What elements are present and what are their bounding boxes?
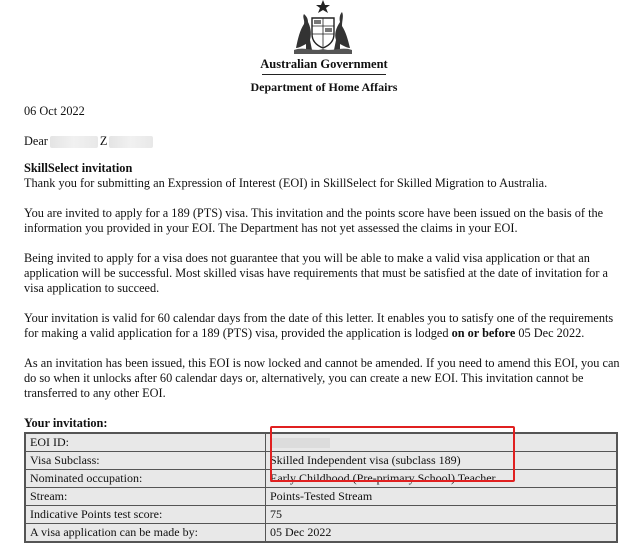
department-name: Department of Home Affairs — [250, 80, 398, 94]
paragraph-invited: You are invited to apply for a 189 (PTS) visa. This invitation and the points score have been issued on the basis of the information you provided in your EOI. The Department has not yet assessed the claims in your EOI. — [24, 206, 604, 235]
validity-text: Your invitation is valid for 60 calendar days from the date of this letter. It enables you to satisfy one of the requirements for making a valid application for a 189 (PTS) visa, provided the application is lodged — [24, 311, 614, 340]
row-value: 05 Dec 2022 — [266, 524, 618, 543]
table-row — [25, 524, 617, 543]
letter-date: 06 Oct 2022 — [24, 104, 85, 118]
row-value: 75 — [266, 506, 618, 524]
letterhead-divider — [262, 74, 386, 75]
row-value: Points-Tested Stream — [266, 488, 618, 506]
validity-deadline: 05 Dec 2022. — [518, 326, 585, 340]
subject-heading: SkillSelect invitation — [24, 161, 133, 175]
table-row — [25, 488, 617, 506]
salutation — [24, 134, 628, 149]
salutation-initial: Z — [99, 134, 108, 148]
red-highlight-box — [270, 426, 515, 482]
row-label: EOI ID: — [25, 433, 266, 452]
row-label: A visa application can be made by: — [25, 524, 266, 543]
row-value: Early Childhood (Pre-primary School) Teacher — [266, 470, 618, 488]
letterhead — [0, 0, 638, 100]
redacted-surname — [109, 136, 153, 148]
row-label: Nominated occupation: — [25, 470, 266, 488]
row-value: Skilled Independent visa (subclass 189) — [266, 452, 618, 470]
table-row — [25, 506, 617, 524]
redacted-given-name — [50, 136, 98, 148]
salutation-prefix: Dear — [24, 134, 48, 148]
paragraph-locked: As an invitation has been issued, this EOI is now locked and cannot be amended. If you need to amend this EOI, you can do so when it unlocks after 60 calendar days or, alternatively, you can create a new EOI. This invitation cannot be transferred to any other EOI. — [24, 356, 620, 400]
paragraph-validity — [24, 311, 628, 341]
invitation-heading: Your invitation: — [24, 416, 108, 430]
paragraph-no-guarantee: Being invited to apply for a visa does not guarantee that you will be able to make a valid visa application or that an application will be successful. Most skilled visas have requirements that must be satisfied at the date of invitation for a visa application to succeed. — [24, 251, 608, 295]
row-label: Stream: — [25, 488, 266, 506]
row-label: Visa Subclass: — [25, 452, 266, 470]
row-label: Indicative Points test score: — [25, 506, 266, 524]
government-name: Australian Government — [260, 57, 388, 71]
intro-paragraph: Thank you for submitting an Expression of Interest (EOI) in SkillSelect for Skilled Migration to Australia. — [24, 176, 548, 190]
coat-of-arms-icon — [290, 0, 356, 54]
validity-emphasis: on or before — [451, 326, 516, 340]
